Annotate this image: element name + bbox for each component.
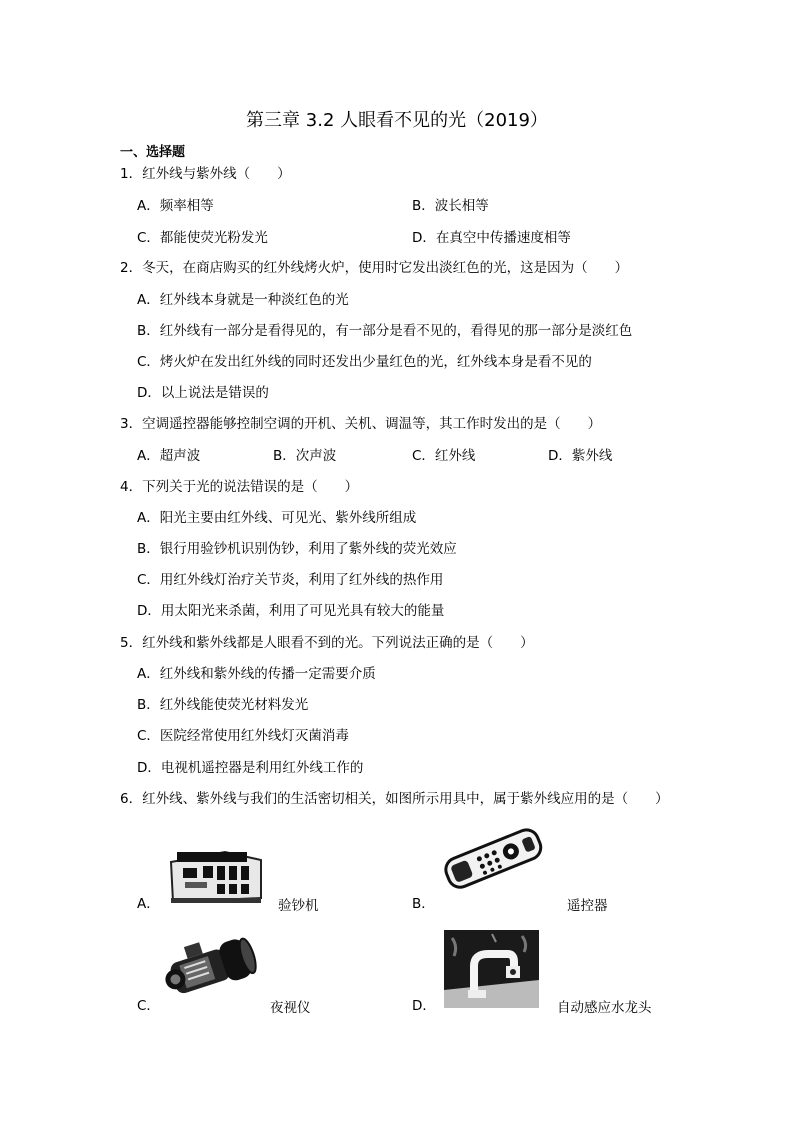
- sensor-faucet-icon: [444, 930, 539, 1008]
- question-6-option-b-letter: B．: [412, 896, 435, 912]
- question-5-option-a: A．红外线和紫外线的传播一定需要介质: [137, 666, 376, 682]
- section-heading: 一、选择题: [120, 145, 186, 160]
- question-3-option-c: C．红外线: [412, 448, 476, 464]
- question-6-option-d-caption: 自动感应水龙头: [557, 1000, 652, 1016]
- question-3-option-b: B．次声波: [273, 448, 337, 464]
- question-3-option-d: D．紫外线: [548, 448, 613, 464]
- question-5-option-c: C．医院经常使用红外线灯灭菌消毒: [137, 728, 349, 744]
- page-title: 第三章 3.2 人眼看不见的光（2019）: [246, 110, 548, 131]
- question-3-stem: 3．空调遥控器能够控制空调的开机、关机、调温等，其工作时发出的是（ ）: [120, 416, 602, 432]
- question-5-option-b: B．红外线能使荧光材料发光: [137, 697, 309, 713]
- question-2-stem: 2．冬天，在商店购买的红外线烤火炉，使用时它发出淡红色的光，这是因为（ ）: [120, 260, 629, 276]
- question-3-option-a: A．超声波: [137, 448, 201, 464]
- question-2-option-c: C．烤火炉在发出红外线的同时还发出少量红色的光，红外线本身是看不见的: [137, 354, 592, 370]
- question-1-option-c: C．都能使荧光粉发光: [137, 230, 268, 246]
- money-detector-icon: [165, 840, 265, 906]
- question-4-option-c: C．用红外线灯治疗关节炎，利用了红外线的热作用: [137, 572, 444, 588]
- question-4-stem: 4．下列关于光的说法错误的是（ ）: [120, 479, 359, 495]
- question-1-stem: 1．红外线与紫外线（ ）: [120, 166, 291, 182]
- question-6-stem: 6．红外线、紫外线与我们的生活密切相关，如图所示用具中，属于紫外线应用的是（ ）: [120, 791, 669, 807]
- question-4-option-b: B．银行用验钞机识别伪钞，利用了紫外线的荧光效应: [137, 541, 457, 557]
- night-vision-icon: [163, 926, 258, 1006]
- remote-control-icon: [440, 818, 545, 896]
- question-6-option-c-letter: C．: [137, 998, 160, 1014]
- question-6-option-a-caption: 验钞机: [278, 898, 319, 914]
- question-5-option-d: D．电视机遥控器是利用红外线工作的: [137, 760, 364, 776]
- question-6-option-c-caption: 夜视仪: [270, 1000, 311, 1016]
- question-2-option-d: D．以上说法是错误的: [137, 385, 269, 401]
- question-5-stem: 5．红外线和紫外线都是人眼看不到的光。下列说法正确的是（ ）: [120, 635, 534, 651]
- question-4-option-a: A．阳光主要由红外线、可见光、紫外线所组成: [137, 510, 417, 526]
- question-6-option-b-caption: 遥控器: [567, 898, 608, 914]
- question-6-option-d-letter: D．: [412, 998, 436, 1014]
- question-1-option-d: D．在真空中传播速度相等: [412, 230, 571, 246]
- question-1-option-b: B．波长相等: [412, 198, 489, 214]
- question-2-option-a: A．红外线本身就是一种淡红色的光: [137, 292, 349, 308]
- question-4-option-d: D．用太阳光来杀菌，利用了可见光具有较大的能量: [137, 603, 445, 619]
- question-6-option-a-letter: A．: [137, 896, 160, 912]
- question-1-option-a: A．频率相等: [137, 198, 214, 214]
- question-2-option-b: B．红外线有一部分是看得见的，有一部分是看不见的，看得见的那一部分是淡红色: [137, 323, 633, 339]
